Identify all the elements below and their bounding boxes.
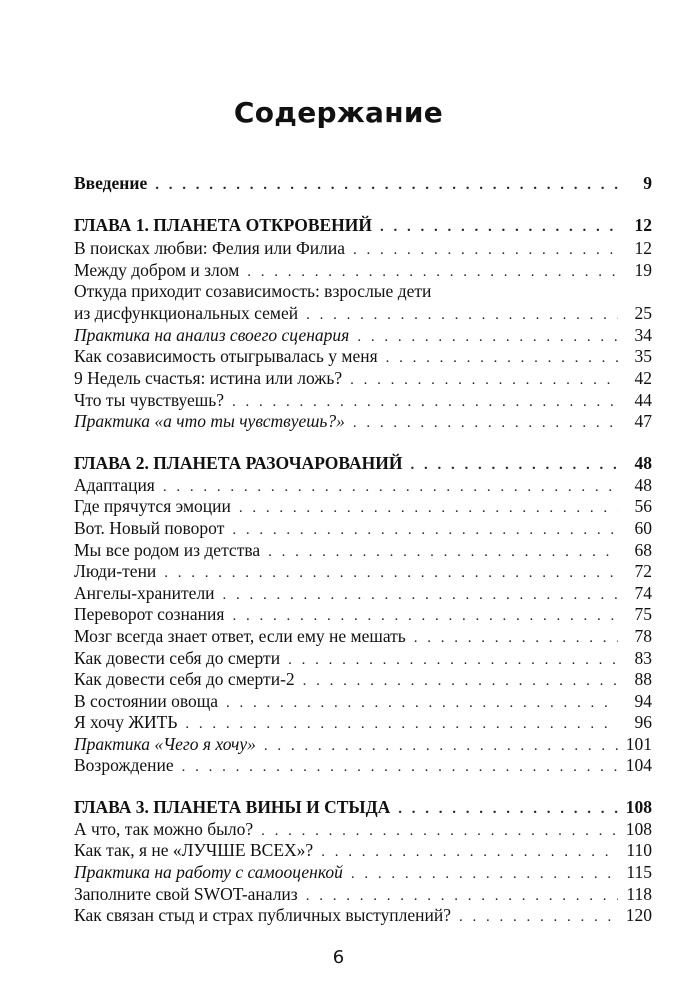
toc-entry-title: Адаптация bbox=[74, 475, 155, 495]
toc-entry-title: Как довести себя до смерти bbox=[74, 648, 281, 668]
toc-entry-title: Практика на работу с самооценкой bbox=[74, 862, 343, 882]
toc-entry-title: Возрождение bbox=[74, 755, 174, 775]
toc-entry[interactable] bbox=[74, 819, 652, 841]
toc-entry-title: Мозг всегда знает ответ, если ему не мешать bbox=[74, 626, 406, 646]
toc-entry-page: 115 bbox=[626, 862, 652, 882]
dot-leader bbox=[247, 262, 618, 282]
toc-entry-introduction[interactable] bbox=[74, 173, 652, 195]
dot-leader bbox=[182, 757, 618, 777]
toc-entry-title: Как связан стыд и страх публичных выступлений? bbox=[74, 905, 452, 925]
toc-entry[interactable] bbox=[74, 303, 652, 325]
page-title: Содержание bbox=[233, 96, 444, 129]
toc-entry[interactable] bbox=[74, 604, 652, 626]
toc-entry-title: Вот. Новый поворот bbox=[74, 518, 225, 538]
toc-entry-page: 35 bbox=[634, 346, 652, 366]
toc-entry[interactable] bbox=[74, 346, 652, 368]
toc-entry-title: Как созависимость отыгрывалась у меня bbox=[74, 346, 378, 366]
toc-entry[interactable] bbox=[74, 260, 652, 282]
toc-practice-entry[interactable] bbox=[74, 411, 652, 433]
toc-entry[interactable] bbox=[74, 238, 652, 260]
dot-leader bbox=[398, 799, 618, 819]
toc-entry-page: 48 bbox=[634, 475, 652, 495]
toc-chapter-3[interactable] bbox=[74, 797, 652, 819]
toc-entry[interactable] bbox=[74, 840, 652, 862]
toc-entry-title: Введение bbox=[74, 173, 148, 193]
page-number: 6 bbox=[332, 947, 345, 968]
toc-entry-page: 9 bbox=[643, 173, 652, 193]
toc-entry-page: 68 bbox=[634, 540, 652, 560]
dot-leader bbox=[306, 305, 618, 325]
toc-entry-title: Я хочу ЖИТЬ bbox=[74, 712, 178, 732]
toc-entry-title: Практика «Чего я хочу» bbox=[74, 734, 256, 754]
toc-chapter-title: ГЛАВА 3. ПЛАНЕТА ВИНЫ И СТЫДА bbox=[74, 797, 391, 817]
dot-leader bbox=[232, 392, 618, 412]
toc-entry-page: 75 bbox=[634, 604, 652, 624]
toc-entry-page: 47 bbox=[634, 411, 652, 431]
toc-entry[interactable] bbox=[74, 540, 652, 562]
dot-leader bbox=[226, 693, 618, 713]
dot-leader bbox=[357, 327, 618, 347]
dot-leader bbox=[410, 455, 618, 475]
toc-entry-title: Практика «а что ты чувствуешь?» bbox=[74, 411, 345, 431]
dot-leader bbox=[185, 714, 618, 734]
dot-leader bbox=[459, 907, 618, 927]
toc-entry-page: 88 bbox=[634, 669, 652, 689]
dot-leader bbox=[155, 175, 618, 195]
toc-entry-title: Где прячутся эмоции bbox=[74, 496, 231, 516]
toc-entry[interactable] bbox=[74, 475, 652, 497]
dot-leader bbox=[163, 477, 618, 497]
dot-leader bbox=[353, 240, 618, 260]
toc-entry-page: 60 bbox=[634, 518, 652, 538]
toc-practice-entry[interactable] bbox=[74, 862, 652, 884]
dot-leader bbox=[223, 585, 618, 605]
toc-entry-page: 110 bbox=[626, 840, 652, 860]
toc-entry-page: 108 bbox=[625, 819, 652, 839]
toc-entry-page: 94 bbox=[634, 691, 652, 711]
toc-entry[interactable] bbox=[74, 368, 652, 390]
dot-leader bbox=[306, 886, 618, 906]
dot-leader bbox=[232, 520, 618, 540]
toc-entry[interactable] bbox=[74, 390, 652, 412]
toc-entry-title: 9 Недель счастья: истина или ложь? bbox=[74, 368, 343, 388]
toc-entry-page: 108 bbox=[625, 797, 652, 817]
toc-entry-title: из дисфункциональных семей bbox=[74, 303, 299, 323]
toc-entry-page: 34 bbox=[634, 325, 652, 345]
dot-leader bbox=[264, 736, 618, 756]
toc-entry-page: 118 bbox=[626, 884, 652, 904]
toc-entry-page: 48 bbox=[634, 453, 652, 473]
toc-entry-page: 12 bbox=[634, 238, 652, 258]
dot-leader bbox=[351, 864, 618, 884]
toc-entry[interactable] bbox=[74, 518, 652, 540]
toc-entry-page: 78 bbox=[634, 626, 652, 646]
dot-leader bbox=[321, 842, 618, 862]
toc-entry-title: Практика на анализ своего сценария bbox=[74, 325, 350, 345]
toc-practice-entry[interactable] bbox=[74, 734, 652, 756]
toc-chapter-1[interactable] bbox=[74, 215, 652, 237]
toc-entry-page: 19 bbox=[634, 260, 652, 280]
toc-entry[interactable] bbox=[74, 496, 652, 518]
dot-leader bbox=[239, 498, 618, 518]
toc-entry[interactable] bbox=[74, 583, 652, 605]
toc-entry-title: Заполните свой SWOT-анализ bbox=[74, 884, 298, 904]
toc-entry[interactable] bbox=[74, 561, 652, 583]
toc-entry[interactable] bbox=[74, 905, 652, 927]
toc-entry-title: Люди-тени bbox=[74, 561, 157, 581]
toc-entry[interactable] bbox=[74, 669, 652, 691]
dot-leader bbox=[414, 628, 618, 648]
toc-practice-entry[interactable] bbox=[74, 325, 652, 347]
dot-leader bbox=[303, 671, 618, 691]
toc-entry-page: 104 bbox=[625, 755, 652, 775]
toc-entry-page: 44 bbox=[634, 390, 652, 410]
toc-entry-title: А что, так можно было? bbox=[74, 819, 254, 839]
dot-leader bbox=[268, 542, 618, 562]
toc-entry[interactable] bbox=[74, 712, 652, 734]
toc-entry-page: 96 bbox=[634, 712, 652, 732]
dot-leader bbox=[164, 563, 618, 583]
toc-chapter-2[interactable] bbox=[74, 453, 652, 475]
toc-entry[interactable] bbox=[74, 691, 652, 713]
toc-entry-title-line1[interactable]: Откуда приходит созависимость: взрослые дети bbox=[74, 281, 432, 301]
dot-leader bbox=[232, 606, 618, 626]
toc-entry-title: Как довести себя до смерти-2 bbox=[74, 669, 295, 689]
toc-entry-page: 12 bbox=[634, 215, 652, 235]
dot-leader bbox=[261, 821, 618, 841]
toc-entry[interactable] bbox=[74, 884, 652, 906]
toc-entry-title: Переворот сознания bbox=[74, 604, 225, 624]
dot-leader bbox=[350, 370, 618, 390]
toc-chapter-title: ГЛАВА 1. ПЛАНЕТА ОТКРОВЕНИЙ bbox=[74, 215, 372, 235]
toc-entry-title: Как так, я не «ЛУЧШЕ ВСЕХ»? bbox=[74, 840, 314, 860]
toc-entry-title: В состоянии овоща bbox=[74, 691, 219, 711]
toc-entry-title: Мы все родом из детства bbox=[74, 540, 261, 560]
toc-entry-page: 42 bbox=[634, 368, 652, 388]
dot-leader bbox=[380, 217, 618, 237]
toc-chapter-title: ГЛАВА 2. ПЛАНЕТА РАЗОЧАРОВАНИЙ bbox=[74, 453, 403, 473]
dot-leader bbox=[288, 650, 618, 670]
toc-entry-page: 101 bbox=[625, 734, 652, 754]
toc-entry-title: В поисках любви: Фелия или Филиа bbox=[74, 238, 346, 258]
toc-entry-title: Между добром и злом bbox=[74, 260, 240, 280]
toc-entry-page: 74 bbox=[634, 583, 652, 603]
toc-entry-title: Ангелы-хранители bbox=[74, 583, 215, 603]
toc-entry[interactable] bbox=[74, 648, 652, 670]
dot-leader bbox=[386, 348, 618, 368]
toc-entry-page: 56 bbox=[634, 496, 652, 516]
toc-entry-page: 25 bbox=[634, 303, 652, 323]
toc-entry[interactable] bbox=[74, 755, 652, 777]
toc-entry[interactable] bbox=[74, 626, 652, 648]
toc-entry-title: Что ты чувствуешь? bbox=[74, 390, 224, 410]
toc-entry-page: 120 bbox=[625, 905, 652, 925]
dot-leader bbox=[353, 413, 618, 433]
toc-entry-page: 83 bbox=[634, 648, 652, 668]
toc-entry-page: 72 bbox=[634, 561, 652, 581]
